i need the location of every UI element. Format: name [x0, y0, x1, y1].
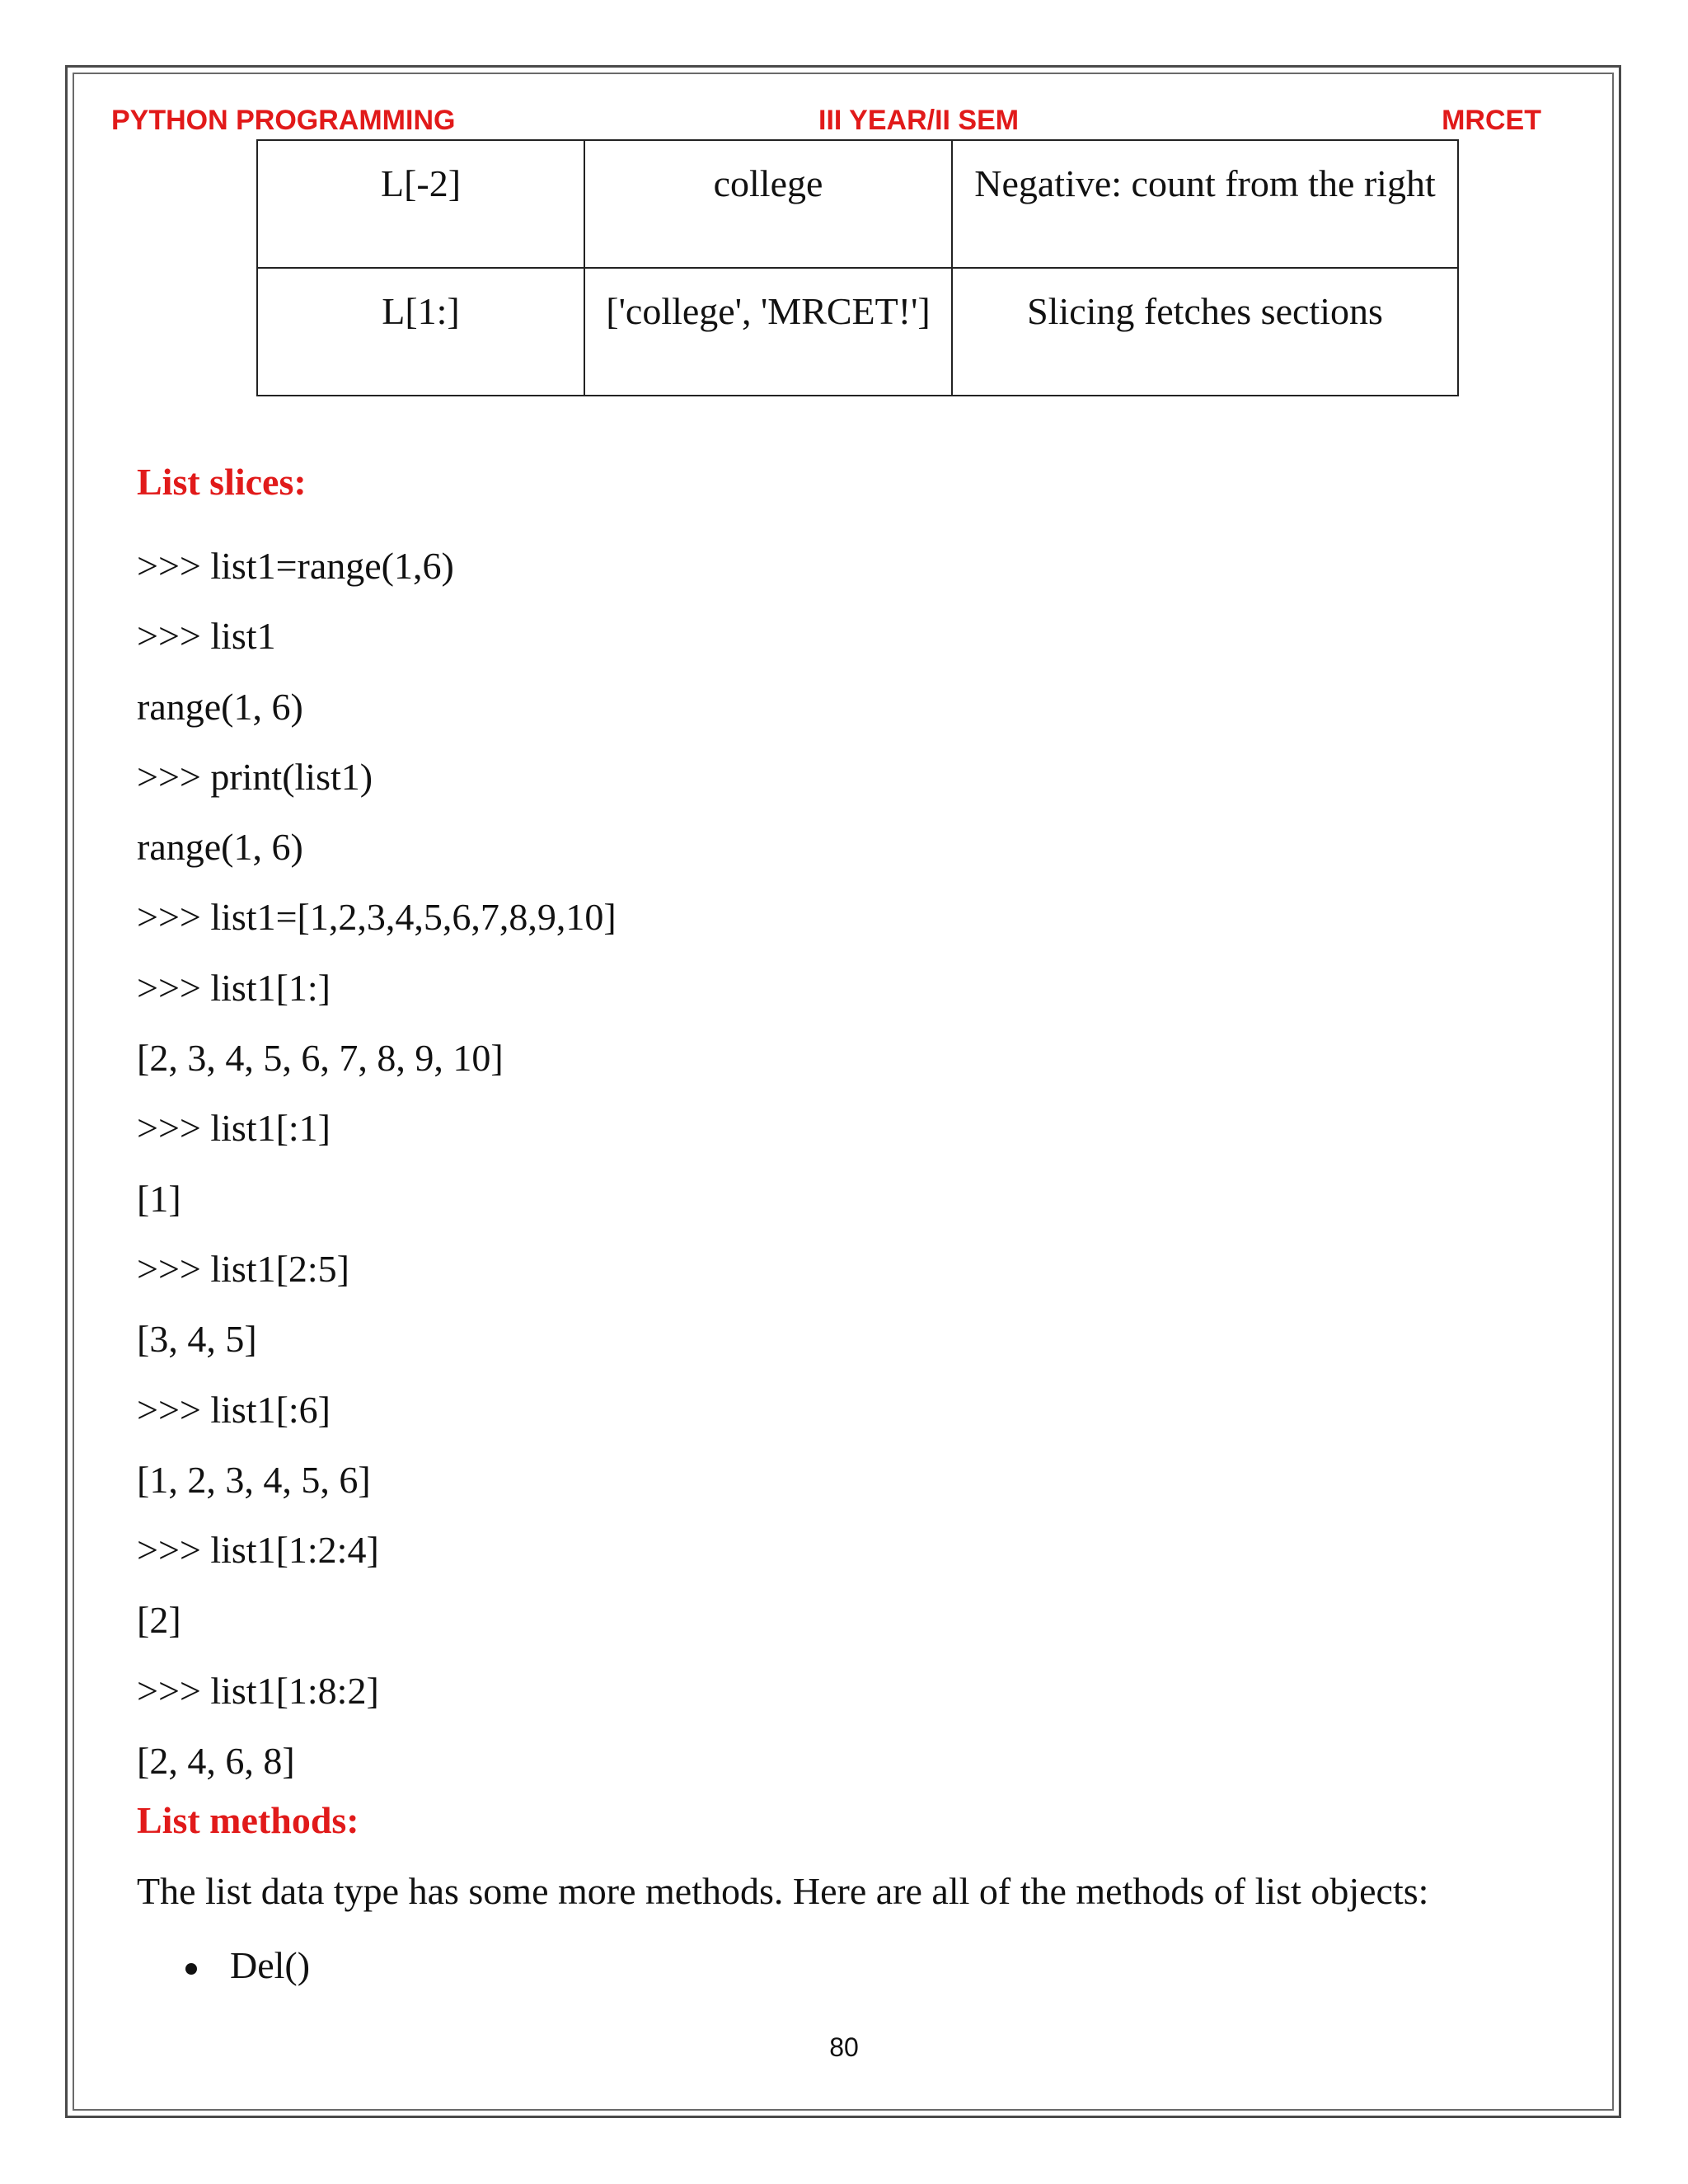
- code-line: [2]: [137, 1599, 181, 1642]
- code-line: >>> list1[:1]: [137, 1107, 331, 1150]
- list-index-table: [256, 139, 1459, 396]
- bullet-dot-icon: [185, 1963, 197, 1975]
- code-line: range(1, 6): [137, 685, 303, 728]
- code-line: [1, 2, 3, 4, 5, 6]: [137, 1458, 371, 1501]
- header-semester: III YEAR/II SEM: [818, 105, 1020, 136]
- code-line: >>> list1: [137, 615, 276, 658]
- code-line: >>> print(list1): [137, 755, 373, 798]
- table-row: [257, 268, 1458, 396]
- table-row: [257, 140, 1458, 268]
- bullet-text: Del(): [230, 1944, 311, 1986]
- code-line: >>> list1=range(1,6): [137, 545, 454, 587]
- code-line: range(1, 6): [137, 826, 303, 869]
- section-title-list-slices: List slices:: [137, 461, 307, 503]
- code-line: >>> list1[2:5]: [137, 1247, 349, 1290]
- page-number: 80: [829, 2032, 859, 2062]
- page-header: [111, 102, 1541, 138]
- code-line: >>> list1[1:2:4]: [137, 1529, 379, 1572]
- table-cell: college: [584, 140, 952, 268]
- code-line: [1]: [137, 1177, 181, 1220]
- methods-paragraph: The list data type has some more methods. Here are all of the methods of list objects:: [137, 1870, 1429, 1912]
- code-line: [3, 4, 5]: [137, 1318, 257, 1361]
- code-line: >>> list1[1:]: [137, 966, 331, 1009]
- table-cell: Slicing fetches sections: [952, 268, 1458, 396]
- code-line: [2, 3, 4, 5, 6, 7, 8, 9, 10]: [137, 1037, 504, 1080]
- header-course-title: PYTHON PROGRAMMING: [111, 105, 456, 136]
- code-listing: [137, 531, 1538, 1796]
- code-line: [2, 4, 6, 8]: [137, 1740, 295, 1783]
- bullet-item: [185, 1943, 310, 1987]
- table-cell: L[1:]: [257, 268, 584, 396]
- section-title-list-methods: List methods:: [137, 1799, 359, 1841]
- table-cell: ['college', 'MRCET!']: [584, 268, 952, 396]
- code-line: >>> list1=[1,2,3,4,5,6,7,8,9,10]: [137, 896, 617, 939]
- table-cell: Negative: count from the right: [952, 140, 1458, 268]
- table-cell: L[-2]: [257, 140, 584, 268]
- header-college: MRCET: [1442, 105, 1541, 136]
- code-line: >>> list1[1:8:2]: [137, 1669, 379, 1712]
- code-line: >>> list1[:6]: [137, 1388, 331, 1431]
